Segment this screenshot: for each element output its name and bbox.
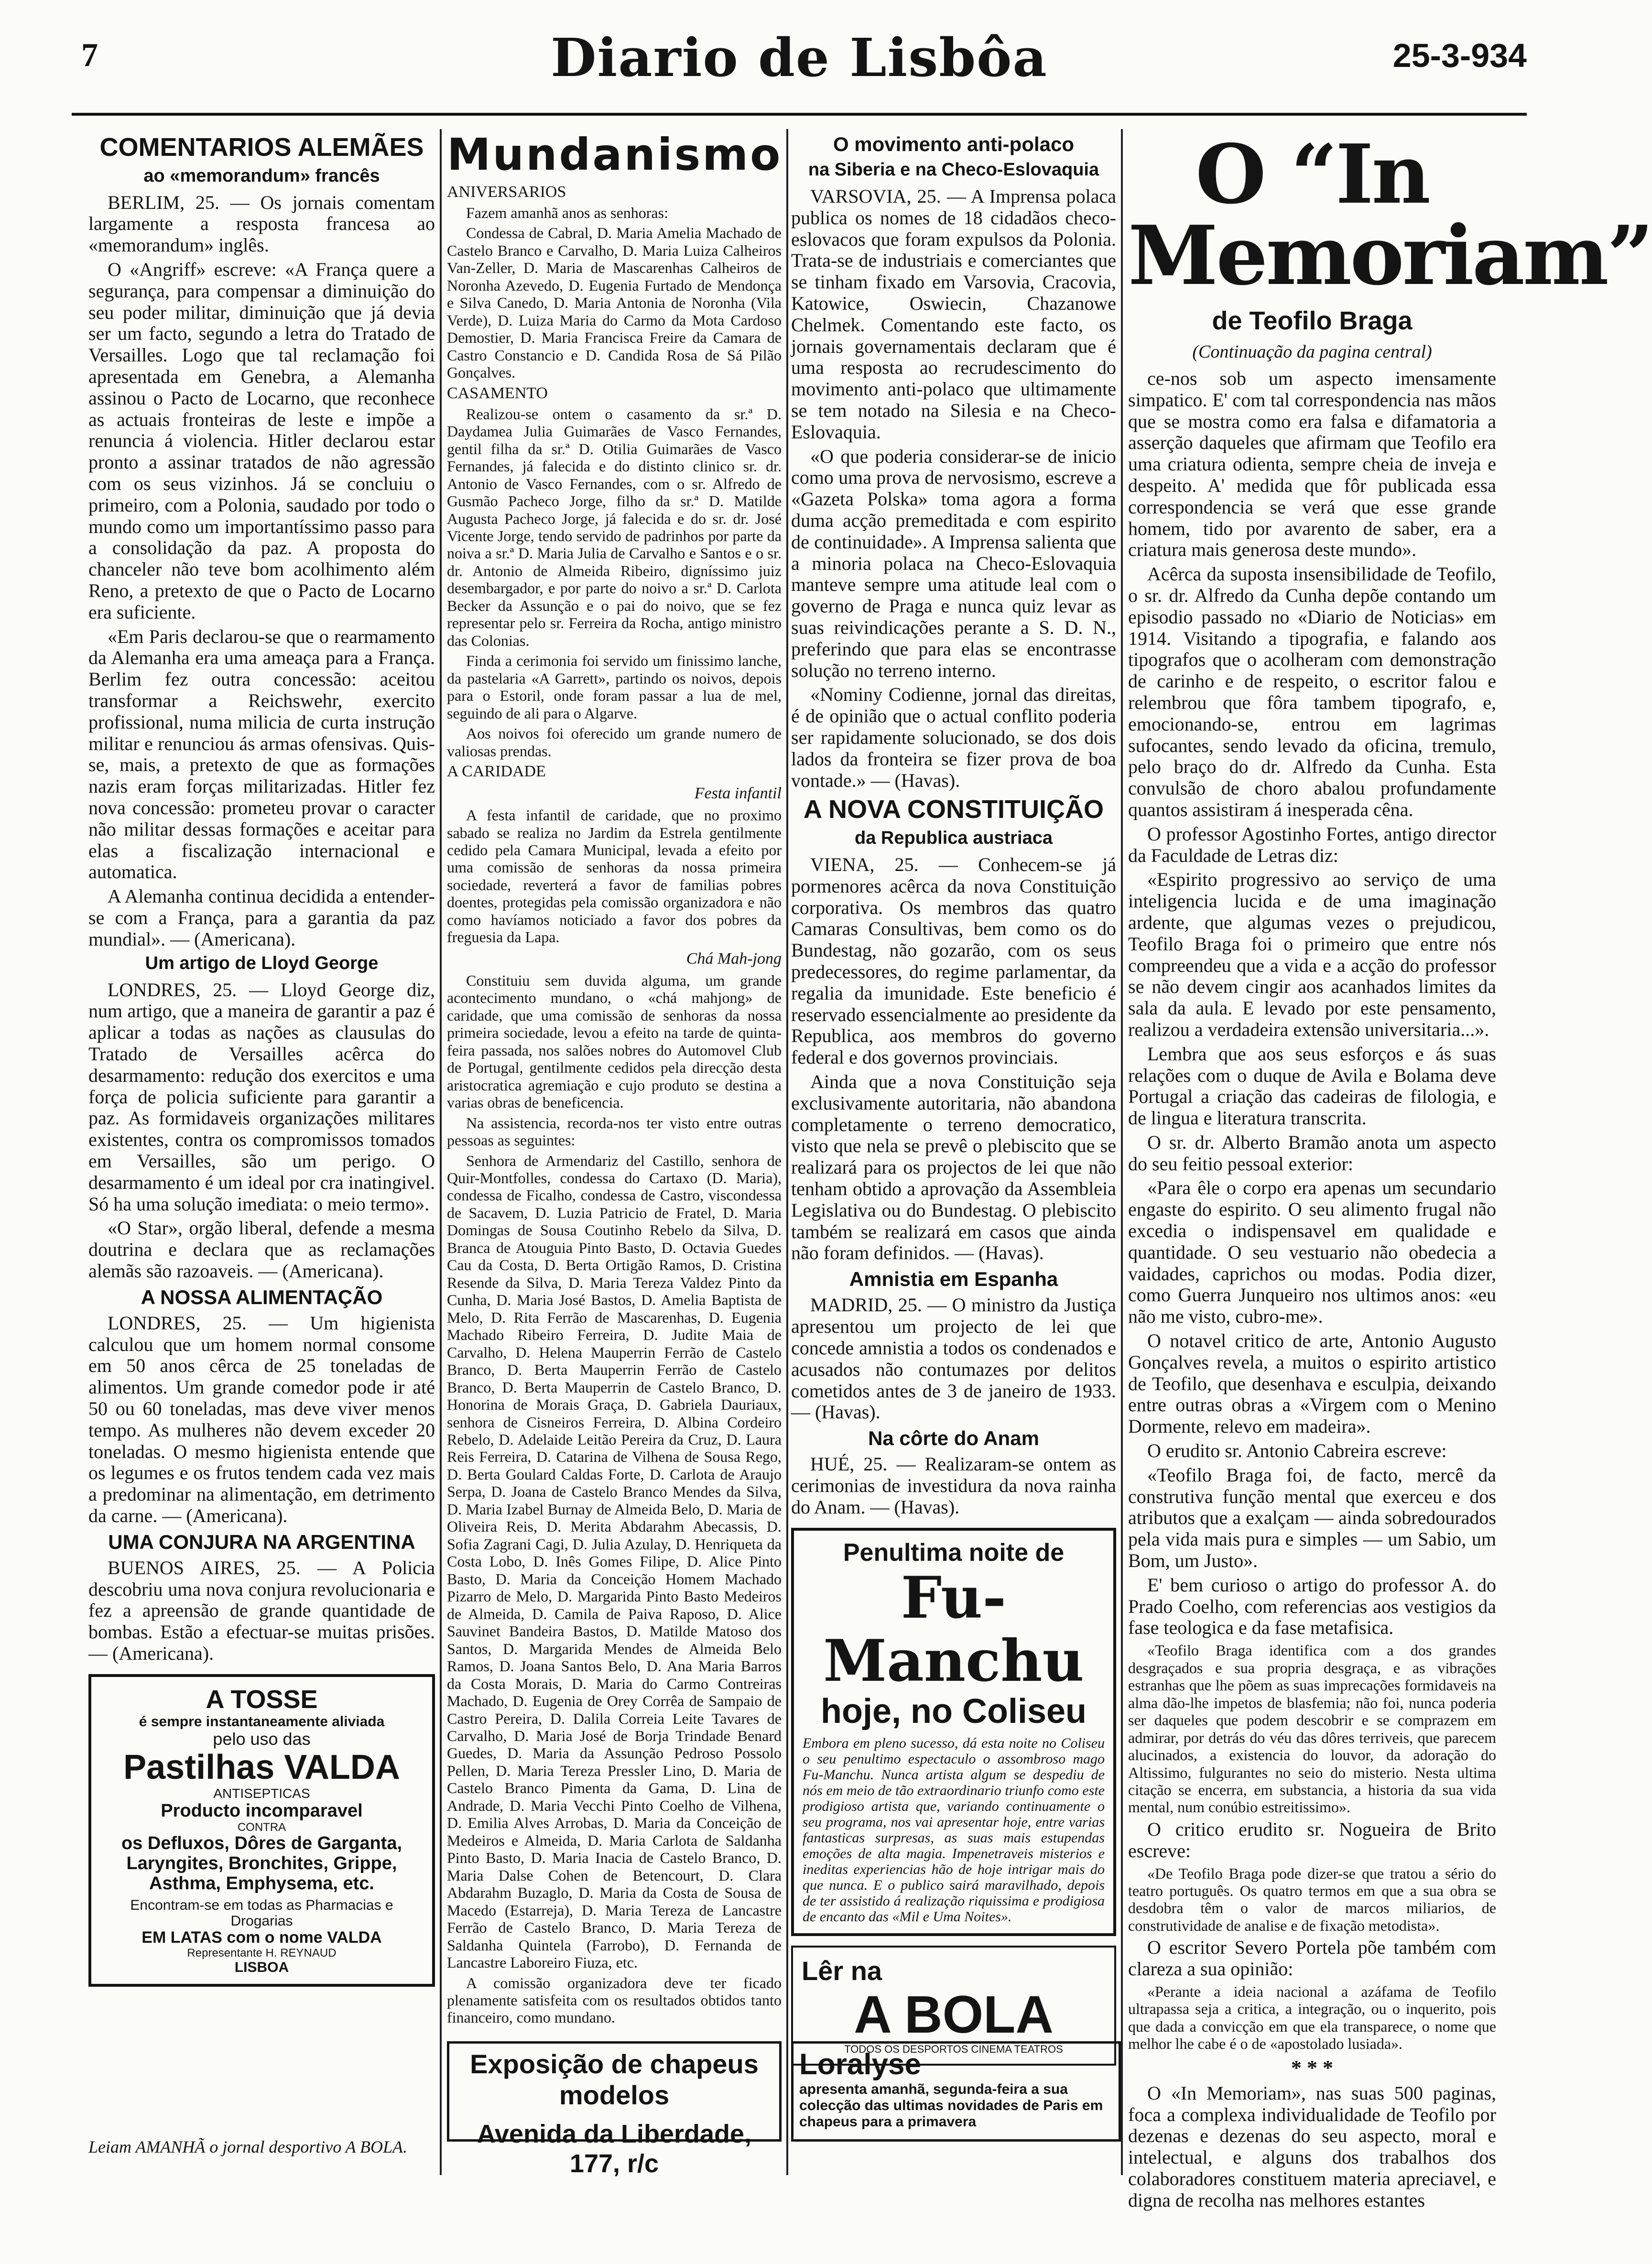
paragraph: Realizou-se ontem o casamento da sr.ª D. Daydamea Julia Guimarães de Vasco Fernandes, gentil filha da sr.ª D. Otilia Guimarães de Vasco Fernandes, já falecida e do distinto clinico sr. dr. Antonio de Vasco Fernandes, com o sr. Alfredo de Gusmão Pacheco Jorge, filho da sr.ª D. Matilde Augusta Pacheco Jorge, já falecida e do sr. dr. José Vicente Jorge, tendo servido de padrinhos por parte da noiva a sr.ª D. Maria Julia de Carvalho e Santos e o sr. dr. Antonio de Almeida Ribeiro, digníssimo juiz desembargador, e por parte do noivo a sr.ª D. Carlota Becker da Assunção e o pai do noivo, que se fez representar pelo sr. Ferreira da Rocha, antigo ministro das Colonias.: [447, 405, 782, 649]
column-1: [88, 129, 435, 2168]
paragraph: BUENOS AIRES, 25. — A Policia descobriu uma nova conjura revolucionaria e fez a apreensão de grande quantidade de bombas. Estão a efectuar-se muitas prisões. — (Americana).: [88, 1556, 435, 1665]
valda-advertisement: [88, 1674, 435, 1987]
subsection-label: Chá Mah-jong: [686, 949, 782, 968]
column-2: [447, 129, 782, 2168]
ad-line: Representante H. REYNAUD: [187, 1946, 337, 1959]
ad-line: ANTISEPTICAS: [213, 1786, 310, 1801]
ad-line: Avenida da Liberdade, 177, r/c: [477, 2120, 752, 2178]
issue-date: 25-3-934: [1392, 37, 1527, 74]
paragraph: A festa infantil de caridade, que no proximo sabado se realiza no Jardim da Estrela gentilmente cedido pela Camara Municipal, levada a efeito por uma comissão de senhoras da nossa primeira sociedade, reverterá a favor de familias pobres doentes, protegidas pela comissão organizadora e não como havíamos noticiado a favor dos pobres da freguesia da Lapa.: [447, 806, 782, 946]
paragraph: LONDRES, 25. — Um higienista calculou que um homem normal consome em 50 anos cêrca de 25 toneladas de alimentos. Um grande comedor pode ir até 50 ou 60 toneladas, mas deve viver menos tempo. As mulheres não devem exceder 20 toneladas. O mesmo higienista entende que os legumes e os frutos tendem cada vez mais a predominar na alimentação, em detrimento da carne. — (Americana).: [88, 1312, 435, 1526]
masthead-rule: [72, 113, 1527, 116]
ad-line: hoje, no Coliseu: [820, 1692, 1087, 1731]
column-3: [791, 129, 1116, 2168]
continuation-note: (Continuação da pagina central): [1192, 342, 1432, 362]
paragraph: Na assistencia, recorda-nos ter visto entre outras pessoas as seguintes:: [447, 1114, 782, 1149]
ad-line: Pastilhas VALDA: [123, 1748, 400, 1786]
subheadline: ao «memorandum» francês: [143, 165, 380, 186]
paragraph: BERLIM, 25. — Os jornais comentam largamente a resposta francesa ao «memorandum» inglês.: [88, 191, 435, 256]
subheadline: de Teofilo Braga: [1212, 306, 1413, 335]
ad-line: A TOSSE: [206, 1685, 318, 1714]
newspaper-title: Diario de Lisbôa: [551, 27, 1048, 88]
paragraph: «O que poderia considerar-se de inicio como uma prova de nervosismo, escreve a «Gazeta Polska» toma agora a forma duma acção premeditada e com espirito de continuidade». A Imprensa salienta que a minoria polaca na Checo-Eslovaquia manteve sempre uma atitude leal com o governo de Praga e nunca quiz levar as suas reivindicações perante a S. D. N., preferindo que para elas se encontrasse solução no terreno interno.: [791, 445, 1116, 681]
paragraph: Condessa de Cabral, D. Maria Amelia Machado de Castelo Branco e Carvalho, D. Maria Luiza Calheiros Van-Zeller, D. Maria de Mascarenhas Calheiros de Noronha Azevedo, D. Eugenia Furtado de Mendonça e Silva Canedo, D. Maria Antonia de Noronha (Vila Verde), D. Luiza Maria do Carmo da Mota Cardoso Demostier, D. Maria Francisca Freire da Camara de Castro Constancio e D. Candida Rosa de Sá Pilão Gonçalves.: [447, 224, 782, 381]
subheadline: na Siberia e na Checo-Eslovaquia: [808, 160, 1099, 180]
masthead: [72, 27, 1527, 118]
paragraph: Aos noivos foi oferecido um grande numero de valiosas prendas.: [447, 725, 782, 760]
paragraph: O critico erudito sr. Nogueira de Brito escreve:: [1128, 1818, 1496, 1861]
subheadline: da Republica austriaca: [855, 828, 1053, 849]
paragraph: Fazem amanhã anos as senhoras:: [466, 204, 668, 221]
paragraph: O escritor Severo Portela põe também com clareza a sua opinião:: [1128, 1937, 1496, 1980]
paragraph: Ainda que a nova Constituição seja exclusivamente autoritaria, não abandona completamente o terreno democratico, visto que nela se prevê o plebiscito que se realizará para os projectos de lei que não tenham obtido a aprovação da Assembleia Legislativa ou do Bundestag. O plebiscito também se realizará em casos que ainda não foram definidos. — (Havas).: [791, 1071, 1116, 1264]
ad-line: EM LATAS com o nome VALDA: [141, 1928, 382, 1947]
separator: * * *: [1291, 2056, 1333, 2079]
column-4: [1128, 127, 1652, 2211]
headline: Amnistia em Espanha: [849, 1268, 1058, 1291]
quote: «Perante a ideia nacional a azáfama de Teofilo ultrapassa seja a critica, a integração, ou o inquerito, pois que dada a convicção em que ela transparece, o nome que melhor lhe cabe é o de «apostolado lusiada».: [1128, 1982, 1496, 2053]
paragraph: «Para êle o corpo era apenas um secundario engaste do espirito. O seu alimento frugal não excedia o indispensavel em qualidade e quantidade. O seu vestuario não obedecia a vaidades, caprichos ou modas. Podia dizer, como Guerra Junqueiro nos ultimos anos: «eu não me visto, cubro-me».: [1128, 1177, 1496, 1328]
section-label: A CARIDADE: [447, 762, 546, 781]
paragraph: Lembra que aos seus esforços e ás suas relações com o duque de Avila e Bolama deve Portugal a criação das cadeiras de filologia, e de lingua e literatura transcrita.: [1128, 1043, 1496, 1129]
ad-line: Fu-Manchu: [823, 1564, 1084, 1695]
paragraph: «O Star», orgão liberal, defende a mesma doutrina e declara que as reclamações alemãs são razoaveis. — (Americana).: [88, 1217, 435, 1282]
section-label: CASAMENTO: [447, 384, 548, 402]
paragraph: O professor Agostinho Fortes, antigo director da Faculdade de Letras diz:: [1128, 823, 1496, 866]
ad-line: Exposição de chapeus modelos: [470, 2049, 759, 2110]
paragraph: Acêrca da suposta insensibilidade de Teofilo, o sr. dr. Alfredo da Cunha depõe contando um episodio passado no «Diario de Noticias» em 1914. Visitando a tipografia, e falando aos tipografos que o acolheram com demonstração de carinho e de respeito, o escritor falou e relembrou que fôra tambem tipografo, e, emocionando-se, entrou em lagrimas sufocantes, sendo levado da oficina, tremulo, pelo braço do dr. Alfredo da Cunha. Esta convulsão de choro abalou profundamente quantos assistiram á inesperada cêna.: [1128, 563, 1496, 820]
column-rule: [440, 129, 442, 2175]
page-number: 7: [81, 37, 98, 74]
paragraph: VIENA, 25. — Conhecem-se já pormenores acêrca da nova Constituição corporativa. Os membros das quatro Camaras Consultivas, bem como os do Bundestag, não gozarão, com os seus predecessores, do regime parlamentar, da regalia da imunidade. Este beneficio é reservado essencialmente ao presidente da Republica, aos membros do governo federal e dos governos provinciais.: [791, 854, 1116, 1068]
ad-line: Loralyse: [799, 2048, 922, 2081]
paragraph: «Espirito progressivo ao serviço de uma inteligencia lucida e de uma imaginação ardente, que algumas vezes o prejudicou, Teofilo Braga foi o primeiro que entre nós compreendeu que a vida e a acção do professor se não devem cingir aos acanhados limites da sala da aula. E levado por este pensamento, realizou a verdadeira extensão universitaria...».: [1128, 869, 1496, 1040]
ad-line: apresenta amanhã, segunda-feira a sua colecção das ultimas novidades de Paris em chapeus para a primavera: [799, 2081, 1103, 2130]
paragraph: O sr. dr. Alberto Bramão anota um aspecto do seu feitio pessoal exterior:: [1128, 1131, 1496, 1175]
ad-line: Encontram-se em todas as Pharmacias e Drogarias: [130, 1897, 393, 1929]
quote: «Teofilo Braga identifica com a dos grandes desgraçados e sua propria desgraça, e as vibrações estranhas que lhe põem as suas imprecações formidaveis na alma dão-lhe impetos de blasfemia; não foi, nunca poderia ser daqueles que podem descobrir e se comprazem em admirar, por detrás do véu das dôres terriveis, que parecem alucinados, a existencia do louvor, da adoração do Altissimo, fulgurantes no seio do misterio. Nesta ultima citação se encerra, em substancia, a historia da sua vida mental, num conúbio estreitissimo».: [1128, 1642, 1496, 1816]
ad-line: CONTRA: [237, 1820, 286, 1834]
headline: UMA CONJURA NA ARGENTINA: [108, 1530, 415, 1553]
ad-line: LISBOA: [234, 1959, 289, 1976]
paragraph: LONDRES, 25. — Lloyd George diz, num artigo, que a maneira de garantir a paz é aplicar a todas as nações as clausulas do Tratado de Versailles acêrca do desarmamento: redução dos exercitos e uma força de policia suficiente para garantir a paz. As formidaveis organizações militares existentes, contra os compromissos tomados em Versailles, são um perigo. O desarmamento é um ideal por cra inatingivel. Só ha uma solução imediata: o meio termo».: [88, 979, 435, 1215]
headline: A NOVA CONSTITUIÇÃO: [804, 795, 1104, 824]
loralyse-advertisement: [791, 2041, 1121, 2142]
subsection-label: Festa infantil: [694, 784, 782, 803]
subheadline: Um artigo de Lloyd George: [145, 953, 379, 973]
ad-line: Producto incomparavel: [161, 1800, 363, 1821]
ad-line: Embora em pleno sucesso, dá esta noite no Coliseu o seu penultimo espectaculo o assombroso mago Fu-Manchu. Nunca artista algum se despediu de nós em meio de tão extraordinario triunfo como este prodigioso artista que, variando continuamente o seu programa, nos vai apresentar hoje, entre varias fantasticas surpresas, as suas mais estupendas emoções de alta magia. Impenetraveis misterios e ineditas experiencias hão de hoje intrigar mais do que nunca. E o publico sairá maravilhado, depois de ter assistido á realização riquissima e prodigiosa de encanto das «Mil e Uma Noites».: [803, 1735, 1105, 1925]
ad-line: é sempre instantaneamente aliviada: [139, 1714, 385, 1730]
quote: «De Teofilo Braga pode dizer-se que tratou a sério do teatro português. Os quatro termos em que a sua obra se desdobra têm o valor de marcos miliarios, de construtividade de analise e de fixação metodista».: [1128, 1864, 1496, 1934]
paragraph: A Alemanha continua decidida a entender-se com a França, para a garantia da paz mundial». — (Americana).: [88, 885, 435, 950]
ad-line: A BOLA: [854, 1985, 1054, 2044]
headline: Na côrte do Anam: [868, 1427, 1039, 1450]
paragraph: O erudito sr. Antonio Cabreira escreve:: [1147, 1440, 1447, 1462]
paragraph: ce-nos sob um aspecto imensamente simpatico. E' com tal correspondencia nas mãos que se mostra como era falsa e difamatoria a asserção daqueles que afirmam que Teofilo era uma criatura odienta, sempre cheia de inveja e despeito. A' medida que fôr publicada essa correspondencia se verá que esse grande homem, tido por avarento de saber, era a criatura mais generosa deste mundo».: [1128, 368, 1496, 561]
paragraph: VARSOVIA, 25. — A Imprensa polaca publica os nomes de 18 cidadãos checo-eslovacos que foram expulsos da Polonia. Trata-se de industriais e comerciantes que se tinham fixado em Varsovia, Cracovia, Katowice, Oswiecin, Chazanowe Chelmek. Comentando este facto, os jornais governamentais declaram que é uma resposta ao recrudescimento do movimento anti-polaco que ultimamente se tem notado na Silesia e na Checo-Eslovaquia.: [791, 185, 1116, 443]
ad-line: pelo uso das: [213, 1729, 311, 1749]
column-rule: [786, 129, 788, 2175]
paragraph: MADRID, 25. — O ministro da Justiça apresentou um projecto de lei que concede amnistia a todos os condenados e acusados não contumazes por delitos cometidos antes de 3 de janeiro de 1933. — (Havas).: [791, 1294, 1116, 1423]
hat-exhibition-advertisement: [447, 2041, 782, 2178]
ad-line: Lêr na: [802, 1955, 882, 1986]
paragraph: «Teofilo Braga foi, de facto, mercê da construtiva função mental que exerceu e dos atributos que a exalçam — ainda sobredourados pela vida mais pura e simples — um Sabio, um Bom, um Justo».: [1128, 1464, 1496, 1572]
headline: O movimento anti-polaco: [833, 133, 1075, 155]
column-rule: [1121, 129, 1123, 2175]
headline: COMENTARIOS ALEMÃES: [99, 133, 424, 162]
headline: A NOSSA ALIMENTAÇÃO: [141, 1285, 383, 1308]
headline: O “In Memoriam”: [1128, 127, 1652, 304]
paragraph: HUÉ, 25. — Realizaram-se ontem as cerimonias de investidura da nova rainha do Anam. — (Havas).: [791, 1453, 1116, 1518]
paragraph: O notavel critico de arte, Antonio Augusto Gonçalves revela, a muitos o espirito artistico de Teofilo, que desenhava e esculpia, deixando entre outras obras a «Virgem com o Menino Dormente, relevo em madeira».: [1128, 1330, 1496, 1437]
section-title: Mundanismo: [447, 129, 783, 180]
paragraph: Constituiu sem duvida alguma, um grande acontecimento mundano, o «chá mahjong» de caridade, que uma comissão de senhoras da nossa primeira sociedade, levou a efeito na tarde de quinta-feira passada, nos salões nobres do Automovel Club de Portugal, gentilmente cedidos pela direcção desta aristocratica agremiação e cujo produto se destina a varias obras de beneficencia.: [447, 971, 782, 1111]
paragraph: A comissão organizadora deve ter ficado plenamente satisfeita com os resultados obtidos tanto financeiro, como mundano.: [447, 1974, 782, 2026]
paragraph: Senhora de Armendariz del Castillo, senhora de Quir-Montfolles, condessa do Cartaxo (D. Maria), condessa de Ficalho, condessa de Castro, viscondessa de Sacavem, D. Luzia Patricio de Fratel, D. Maria Domingas de Sousa Coutinho Rebelo da Silva, D. Branca de Atouguia Pinto Basto, D. Octavia Guedes Cau da Costa, D. Berta Ortigão Ramos, D. Cristina Resende da Silva, D. Maria Tereza Valdez Pinto da Cunha, D. Maria José Bastos, D. Amelia Baptista de Melo, D. Rita Ferrão de Mascarenhas, D. Eugenia Machado Ribeiro Ferreira, D. Judite Maia de Carvalho, D. Helena Mauperrin Ferrão de Castelo Branco, D. Berta Mauperrin Ferrão de Castelo Branco, D. Berta Mauperrin de Castelo Branco, D. Honorina de Morais Graça, D. Gabriela Dauriaux, senhora de Cisneiros Ferreira, D. Albina Cordeiro Rebelo, D. Adelaide Leitão Pereira da Cruz, D. Laura Reis Ferreira, D. Catarina de Vilhena de Sousa Rego, D. Berta Goulard Caldas Forte, D. Carlota de Araujo Serpa, D. Joana de Castelo Branco Mendes da Silva, D. Maria Izabel Burnay de Almeida Belo, D. Maria de Oliveira Reis, D. Merita Abdarahm Abecassis, D. Sofia Zagrani Cagi, D. Julia Azulay, D. Henriqueta da Costa Lobo, D. Inês Gomes Filipe, D. Alice Pinto Basto, D. Maria da Conceição Homem Machado Pizarro de Melo, D. Margarida Pinto Basto Medeiros de Almeida, D. Camila de Paiva Raposo, D. Alice Sauvinet Bandeira Bastos, D. Matilde Matoso dos Santos, D. Margarida Mendes de Almeida Belo Ramos, D. Joana Santos Belo, D. Ana Maria Barros da Costa Morais, D. Maria do Carmo Contreiras Machado, D. Eugenia de Orey Corrêa de Sampaio de Castro Pereira, D. Dalila Correia Leite Tavares de Carvalho, D. Maria José de Borja Trindade Benard Guedes, D. Maria da Assunção Pedroso Possolo Pellen, D. Maria Tereza Pressler Lino, D. Maria de Castelo Branco Pimenta da Gama, D. Lina de Andrade, D. Maria Vecchi Pinto Coelho de Vilhena, D. Emilia Alves Arrobas, D. Maria da Conceição de Medeiros e Almeida, D. Maria Carlota de Saldanha Pinto Basto, D. Maria Inacia de Castelo Branco, D. Maria Dalse Cohen de Betencourt, D. Clara Abdarahm Buzaglo, D. Maria da Costa de Sousa de Macedo (Estarreja), D. Maria Tereza de Lancastre Ferrão de Castelo Branco, D. Maria Tereza de Saldanha Quintela (Farrobo), D. Fernanda de Lancastre Laboreiro Fiuza, etc.: [447, 1152, 782, 1971]
paragraph: O «In Memoriam», nas suas 500 paginas, foca a complexa individualidade de Teofilo por dezenas e dezenas do seu aspecto, moral e intelectual, e alguns dos trabalhos dos colaboradores constituem materia apreciavel, e digna de recolha nas melhores estantes: [1128, 2082, 1496, 2211]
paragraph: O «Angriff» escreve: «A França quere a segurança, para compensar a diminuição do seu poder militar, diminuição que já devia ser um facto, segundo a letra do Tratado de Versailles. Logo que tal reclamação foi apresentada em Genebra, a Alemanha assinou o Pacto de Locarno, que reconhece as actuais fronteiras de leste e impõe a renuncia á violencia. Hitler declarou estar pronto a assinar tratados de não agressão com os seus vizinhos. Já se concluiu o primeiro, com a Polonia, saudado por todo o mundo como um importantíssimo passo para a consolidação da paz. A proposta do chanceler não teve bom acolhimento além Reno, a pretexto de que o Pacto de Locarno era suficiente.: [88, 259, 435, 623]
paragraph: «Nominy Codienne, jornal das direitas, é de opinião que o actual conflito poderia ser rapidamente solucionado, se dos dois lados da fronteira se fizer prova de boa vontade.» — (Havas).: [791, 684, 1116, 791]
section-label: ANIVERSARIOS: [447, 183, 566, 201]
ad-line: TODOS OS DESPORTOS CINEMA TEATROS: [844, 2043, 1063, 2055]
paragraph: Finda a cerimonia foi servido um finissimo lanche, da pastelaria «A Garrett», partindo os noivos, depois para o Estoril, onde foram passar a lua de mel, seguindo de ali para o Algarve.: [447, 652, 782, 722]
paragraph: «Em Paris declarou-se que o rearmamento da Alemanha era uma ameaça para a França. Berlim fez outra concessão: aceitou transformar a Reichswehr, exercito profissional, numa milicia de curta instrução militar e renunciou ás armas ofensivas. Quis-se, mais, a pretexto de que as formações nazis eram forças militarizadas. Hitler fez nova concessão: prometeu provar o caracter não militar dessas formações e aceitar para elas a fiscalização internacional e automatica.: [88, 625, 435, 883]
footer-note: Leiam AMANHÃ o jornal desportivo A BOLA.: [88, 2137, 408, 2156]
fu-manchu-advertisement: [791, 1528, 1116, 1936]
ad-line: os Defluxos, Dôres de Garganta, Laryngites, Bronchites, Grippe, Asthma, Emphysema, etc.: [121, 1833, 402, 1894]
ad-line: Penultima noite de: [843, 1538, 1065, 1567]
paragraph: E' bem curioso o artigo do professor A. do Prado Coelho, com referencias aos vestigios da fase teologica e da fase metafisica.: [1128, 1574, 1496, 1639]
